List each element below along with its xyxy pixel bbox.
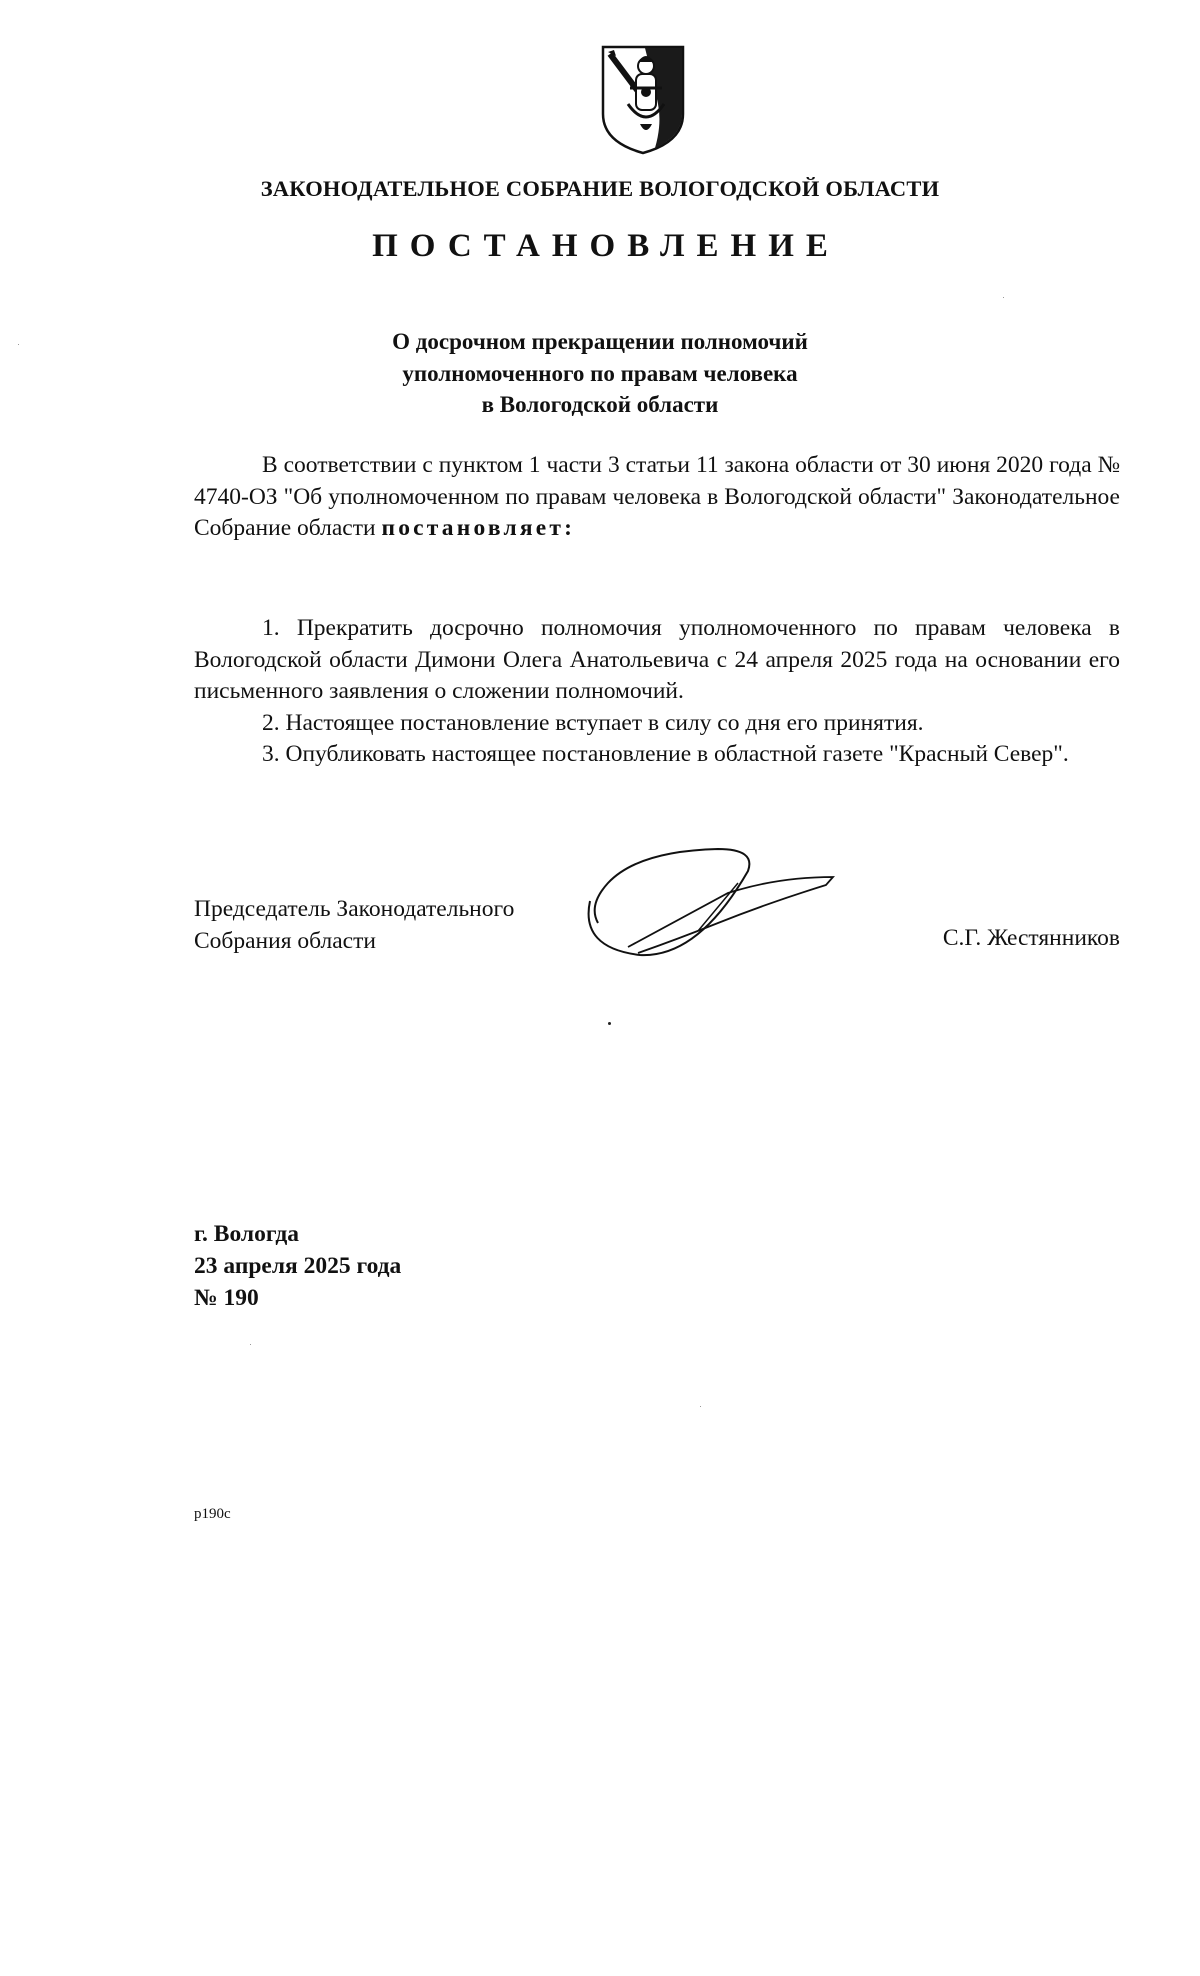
subject-line: в Вологодской области [481,392,719,417]
scan-speck [18,344,19,345]
preamble-verb: постановляет [381,515,565,541]
preamble-paragraph [194,450,1120,545]
issue-number: № 190 [194,1285,259,1311]
file-code: p190c [194,1506,231,1522]
subject-line: уполномоченного по правам человека [402,360,798,386]
resolution-item: 3. Опубликовать настоящее постановление в областной газете "Красный Север". [262,741,1069,767]
document-type: ПОСТАНОВЛЕНИЕ [372,228,840,264]
signatory-title [194,893,514,957]
resolution-item: 1. Прекратить досрочно полномочия уполномоченного по правам человека в Вологодской области Димони Олега Анатольевича с 24 апреля 2025 года на основании его письменного заявления о сложении полномочий. [194,615,1120,704]
preamble [194,450,1120,545]
signatory-title-line: Собрания области [194,928,376,954]
scan-dot [608,1022,611,1025]
issue-details [194,1218,401,1314]
preamble-text: В соответствии с пунктом 1 части 3 статьи 11 закона области от 30 июня 2020 года № 4740-ОЗ "Об уполномоченном по правам человека в Вологодской области" Законодательное Собрание области [194,452,1120,541]
resolution-item: 2. Настоящее постановление вступает в силу со дня его принятия. [262,709,924,736]
document-subject [0,326,1200,421]
subject-line: О досрочном прекращении полномочий [392,329,808,354]
scan-speck [250,1344,251,1345]
scan-speck [700,1406,701,1407]
resolution-items [194,613,1120,771]
signatory-title-line: Председатель Законодательного [194,896,515,922]
issue-date: 23 апреля 2025 года [194,1253,402,1279]
handwritten-signature [578,843,838,963]
organization-name: ЗАКОНОДАТЕЛЬНОЕ СОБРАНИЕ ВОЛОГОДСКОЙ ОБЛАСТИ [260,176,940,201]
signatory-name: С.Г. Жестянников [942,925,1120,951]
issue-city: г. Вологда [194,1221,299,1247]
preamble-colon: : [564,515,576,541]
scan-speck [1003,297,1004,298]
coat-of-arms-icon [600,44,686,156]
